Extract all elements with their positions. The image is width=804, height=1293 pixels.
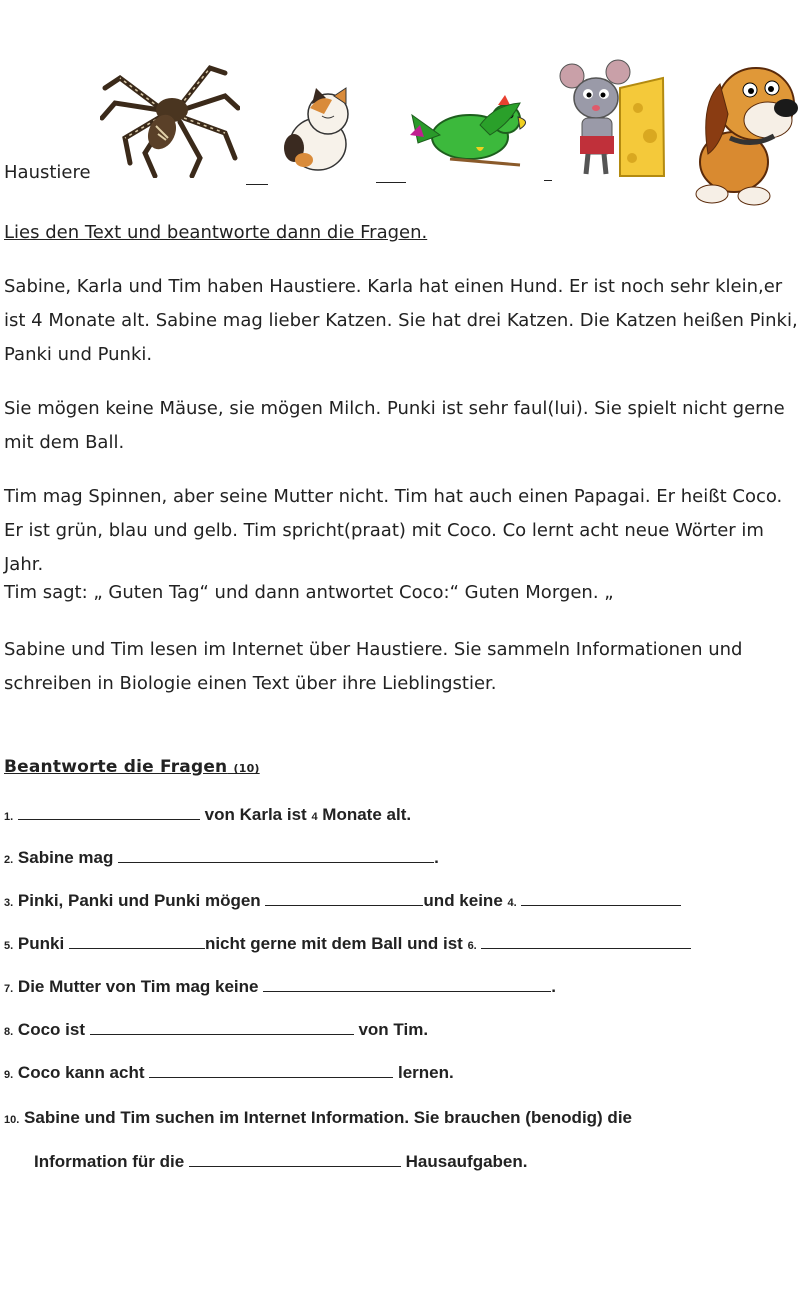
- question-text: Sabine mag: [17, 848, 114, 867]
- question-text: .: [434, 848, 439, 867]
- question-number: 3.: [4, 897, 14, 909]
- answer-blank[interactable]: [90, 1020, 354, 1035]
- answer-blank[interactable]: [521, 891, 681, 906]
- question-text: Pinki, Panki und Punki mögen: [17, 891, 261, 910]
- answer-blank[interactable]: [69, 934, 205, 949]
- instruction: Lies den Text und beantworte dann die Fragen.: [4, 222, 428, 243]
- answer-blank[interactable]: [149, 1063, 393, 1078]
- question-text: von Tim.: [358, 1020, 429, 1039]
- question-7: [4, 977, 556, 997]
- answer-blank[interactable]: [189, 1152, 401, 1167]
- blank-line: [544, 180, 552, 181]
- question-number: 10.: [4, 1114, 20, 1126]
- questions-heading-text: Beantworte die Fragen: [4, 757, 228, 777]
- answer-blank[interactable]: [265, 891, 423, 906]
- paragraph: Tim sagt: „ Guten Tag“ und dann antwortet Coco:“ Guten Morgen. „: [4, 582, 614, 603]
- question-number: 1.: [4, 811, 14, 823]
- page-title: Haustiere: [4, 162, 91, 183]
- question-text: lernen.: [397, 1063, 454, 1082]
- question-8: [4, 1020, 428, 1040]
- question-text: Die Mutter von Tim mag keine: [17, 977, 259, 996]
- cat-illustration: [276, 86, 361, 176]
- questions-heading: [4, 757, 260, 777]
- question-5: [4, 934, 691, 954]
- parrot-illustration: [410, 95, 540, 175]
- answer-blank[interactable]: [118, 848, 434, 863]
- answer-blank[interactable]: [18, 805, 200, 820]
- paragraph: Sie mögen keine Mäuse, sie mögen Milch. Punki ist sehr faul(lui). Sie spielt nicht gerne mit dem Ball.: [4, 398, 785, 453]
- question-text: Coco kann acht: [17, 1063, 145, 1082]
- spider-illustration: [100, 48, 240, 178]
- mouse-cheese-illustration: [558, 58, 668, 183]
- blank-line: [246, 184, 268, 185]
- dog-illustration: [682, 44, 804, 210]
- question-number: 6.: [467, 940, 477, 952]
- answer-blank[interactable]: [481, 934, 691, 949]
- question-number: 7.: [4, 983, 14, 995]
- paragraph: Sabine und Tim lesen im Internet über Haustiere. Sie sammeln Informationen und schreiben in Biologie einen Text über ihre Lieblingstier.: [4, 639, 743, 694]
- question-3: [4, 891, 681, 911]
- questions-points: (10): [233, 762, 260, 775]
- question-number: 4.: [507, 897, 517, 909]
- question-9: [4, 1063, 454, 1083]
- answer-blank[interactable]: [263, 977, 551, 992]
- question-number: 9.: [4, 1069, 14, 1081]
- question-text: Monate alt.: [322, 805, 412, 824]
- question-number: 8.: [4, 1026, 14, 1038]
- blank-line: [376, 182, 406, 183]
- paragraph: Sabine, Karla und Tim haben Haustiere. Karla hat einen Hund. Er ist noch sehr klein,er ist 4 Monate alt. Sabine mag lieber Katzen. Sie hat drei Katzen. Die Katzen heißen Pinki, Panki und Punki.: [4, 276, 798, 365]
- question-text: Punki: [17, 934, 65, 953]
- question-number: 4: [311, 811, 318, 823]
- paragraph: Tim mag Spinnen, aber seine Mutter nicht. Tim hat auch einen Papagai. Er heißt Coco. Er ist grün, blau und gelb. Tim spricht(praat) mit Coco. Co lernt acht neue Wörter im Jahr.: [4, 486, 783, 575]
- question-2: [4, 848, 439, 868]
- question-number: 5.: [4, 940, 14, 952]
- question-text: von Karla ist: [204, 805, 307, 824]
- question-text: Coco ist: [17, 1020, 85, 1039]
- question-10-cont: [34, 1152, 528, 1172]
- question-text: Hausaufgaben.: [405, 1152, 528, 1171]
- question-text: Information für die: [34, 1152, 185, 1171]
- question-text: Sabine und Tim suchen im Internet Information. Sie brauchen (benodig) die: [24, 1108, 632, 1127]
- question-text: und keine: [423, 891, 503, 910]
- question-number: 2.: [4, 854, 14, 866]
- question-1: [4, 805, 411, 825]
- question-text: nicht gerne mit dem Ball und ist: [204, 934, 463, 953]
- question-text: .: [551, 977, 556, 996]
- question-10: [4, 1108, 632, 1128]
